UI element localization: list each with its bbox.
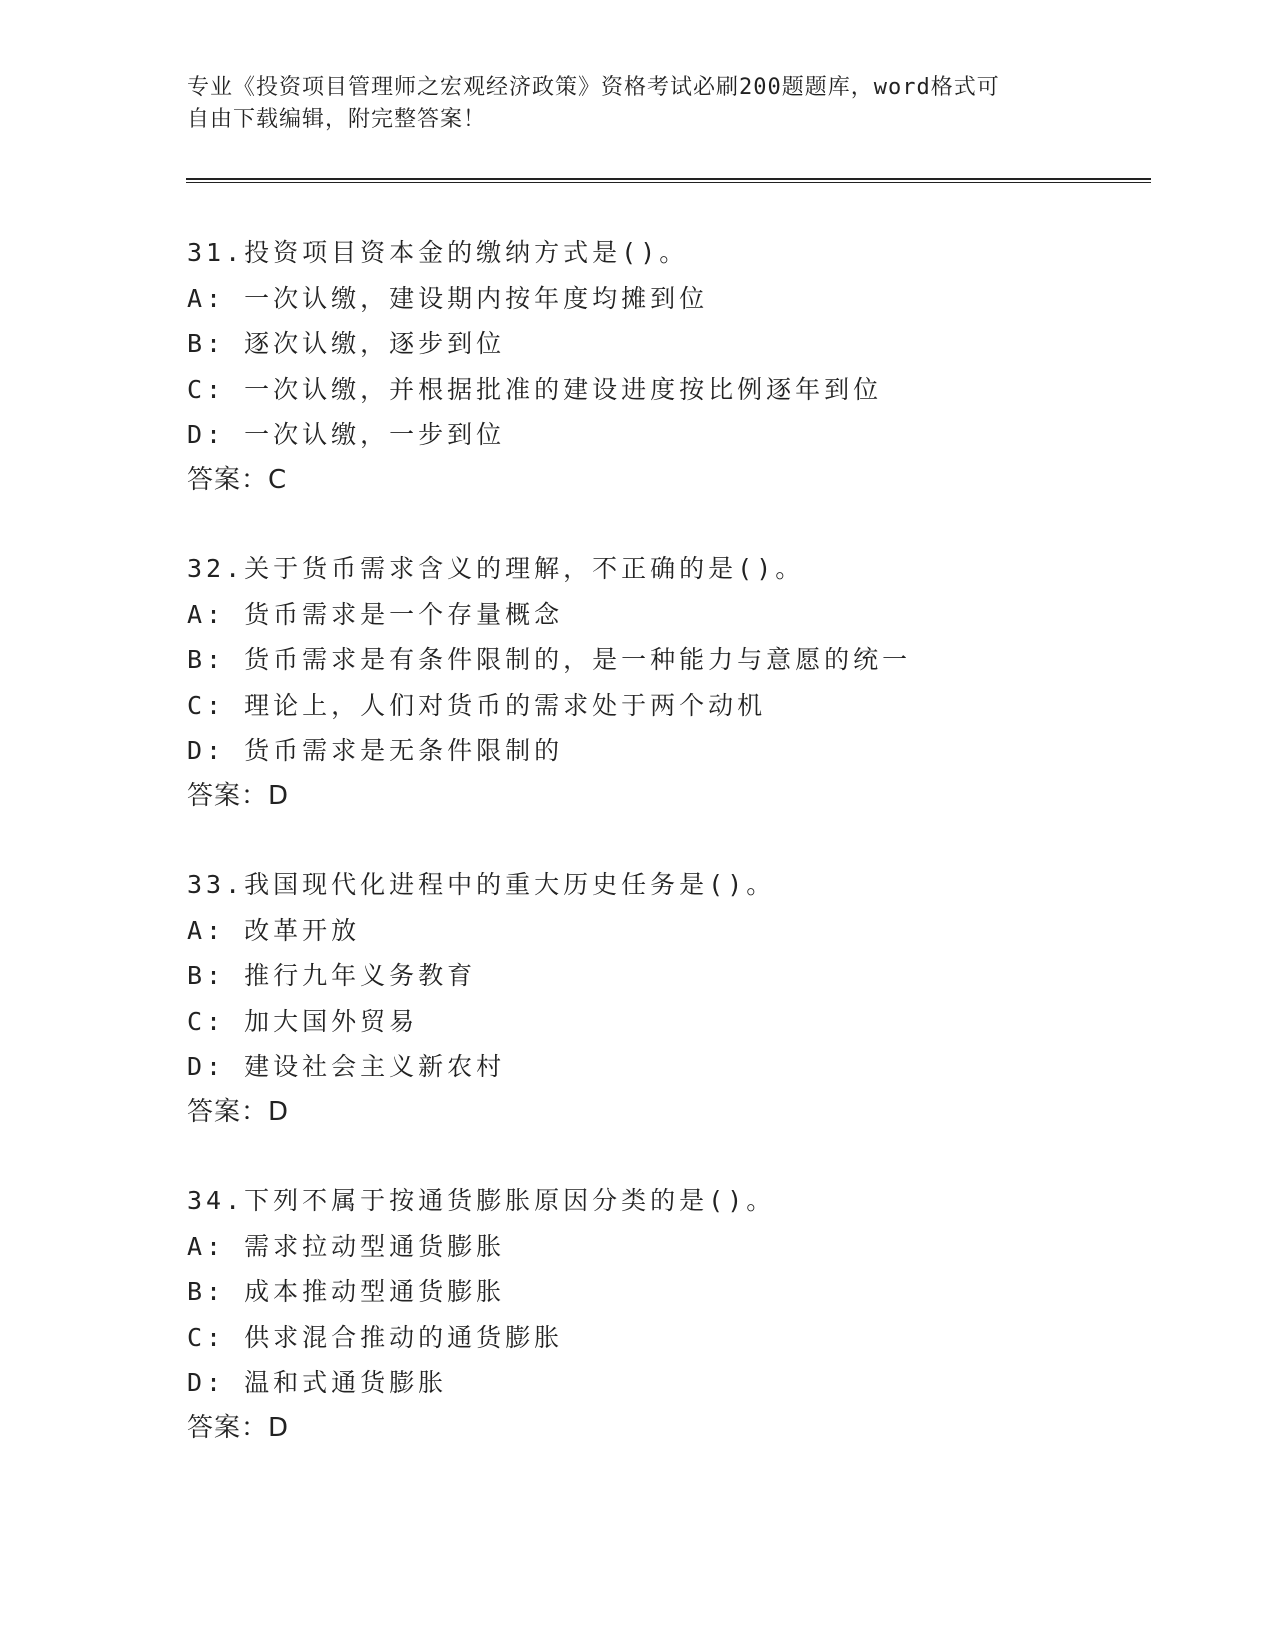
- option-d: D: 货币需求是无条件限制的: [187, 736, 564, 765]
- answer: 答案：D: [187, 780, 290, 811]
- option-c: C: 供求混合推动的通货膨胀: [187, 1322, 564, 1352]
- question-block-32: [187, 546, 1187, 819]
- question-block-33: [187, 862, 1187, 1135]
- option-d: D: 建设社会主义新农村: [187, 1052, 506, 1081]
- option-b: B: 逐次认缴，逐步到位: [187, 329, 506, 358]
- header-line-2: 自由下载编辑，附完整答案！: [187, 107, 487, 132]
- option-b: B: 货币需求是有条件限制的，是一种能力与意愿的统一: [187, 645, 912, 674]
- question-block-31: [187, 230, 1187, 503]
- option-c: C: 一次认缴，并根据批准的建设进度按比例逐年到位: [187, 374, 883, 404]
- option-a: A: 改革开放: [187, 915, 361, 945]
- document-header: [187, 72, 1067, 136]
- option-b: B: 成本推动型通货膨胀: [187, 1277, 506, 1306]
- answer: 答案：D: [187, 1096, 290, 1127]
- option-a: A: 货币需求是一个存量概念: [187, 599, 564, 629]
- question-text: 31.投资项目资本金的缴纳方式是()。: [187, 238, 689, 267]
- question-text: 34.下列不属于按通货膨胀原因分类的是()。: [187, 1186, 776, 1215]
- answer: 答案：D: [187, 1412, 290, 1443]
- option-a: A: 需求拉动型通货膨胀: [187, 1231, 506, 1261]
- question-block-34: [187, 1178, 1187, 1451]
- option-c: C: 加大国外贸易: [187, 1006, 419, 1036]
- header-divider: [186, 178, 1151, 183]
- option-d: D: 一次认缴，一步到位: [187, 420, 506, 449]
- option-c: C: 理论上，人们对货币的需求处于两个动机: [187, 690, 767, 720]
- header-line-1: 专业《投资项目管理师之宏观经济政策》资格考试必刷200题题库，word格式可: [187, 75, 1000, 100]
- option-b: B: 推行九年义务教育: [187, 961, 477, 990]
- option-d: D: 温和式通货膨胀: [187, 1368, 448, 1397]
- answer: 答案：C: [187, 464, 288, 495]
- question-text: 32.关于货币需求含义的理解，不正确的是()。: [187, 554, 805, 583]
- option-a: A: 一次认缴，建设期内按年度均摊到位: [187, 283, 709, 313]
- question-text: 33.我国现代化进程中的重大历史任务是()。: [187, 870, 776, 899]
